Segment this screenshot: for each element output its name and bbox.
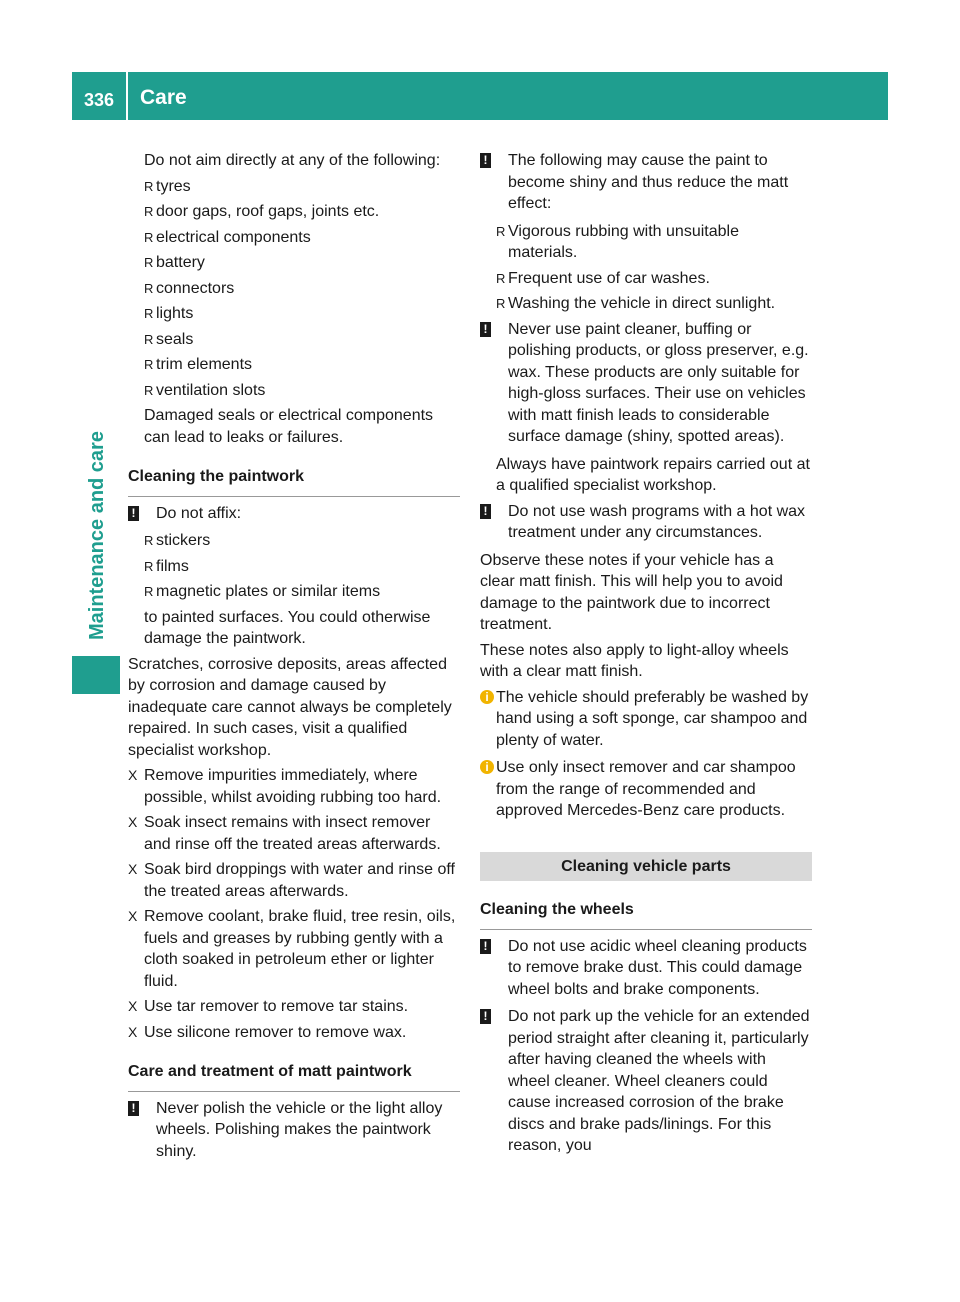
step-item: X Remove coolant, brake fluid, tree resin, oils, fuels and greases by rubbing gently with a cloth soaked in petroleum ether or lighter fluid. [128,908,456,990]
list-item: R magnetic plates or similar items [128,581,460,603]
info-text: The vehicle should preferably be washed by hand using a soft sponge, car shampoo and plenty of water. [496,688,809,749]
step-item: X Soak insect remains with insect remover and rinse off the treated areas afterwards. [128,814,441,853]
notes-apply-text: These notes also apply to light-alloy wheels with a clear matt finish. [480,641,789,680]
warning-icon: ! [480,1009,491,1024]
warning-note [480,150,812,215]
header-divider [126,72,128,120]
warning-icon: ! [480,504,491,519]
right-column [480,150,812,1163]
header-bar [72,72,888,120]
info-icon: i [480,760,494,774]
list-item: R connectors [128,278,460,300]
list-item: R battery [128,252,460,274]
step-arrow-icon: X [128,1023,138,1040]
warning-icon: ! [480,153,491,168]
side-tab-label: Maintenance and care [86,431,108,640]
intro-text: Do not aim directly at any of the following: [144,152,441,169]
info-note [480,687,812,752]
step-arrow-icon: X [128,908,138,924]
info-icon: i [480,690,494,704]
list-item: R ventilation slots [128,380,460,402]
step-arrow-icon: X [128,861,138,877]
side-tab-block [72,656,120,694]
info-text: Use only insect remover and car shampoo from the range of recommended and approved Mercedes-Benz care products. [496,759,796,819]
list-item: R Vigorous rubbing with unsuitable materials. [480,221,812,264]
list-item: R electrical components [128,227,460,249]
warning-tail: to painted surfaces. You could otherwise damage the paintwork. [144,608,431,647]
warning-text: The following may cause the paint to become shiny and thus reduce the matt effect: [508,152,789,212]
list-item: R films [128,556,460,578]
step-arrow-icon: X [128,767,138,783]
list-item: R stickers [128,530,460,552]
page-title: Care [140,86,187,109]
scratches-text: Scratches, corrosive deposits, areas affected by corrosion and damage caused by inadequate care cannot always be completely repaired. In such cases, visit a qualified specialist workshop. [128,655,452,759]
warning-icon: ! [128,506,139,521]
warning-note [128,503,460,525]
warning-text: Do not use wash programs with a hot wax treatment under any circumstances. [508,502,806,541]
list-item: R trim elements [128,354,460,376]
warning-note [480,501,812,544]
step-arrow-icon: X [128,998,138,1014]
list-item: R door gaps, roof gaps, joints etc. [128,201,460,223]
list-item: R Frequent use of car washes. [480,268,812,290]
warning-icon: ! [480,939,491,954]
list-item: R seals [128,329,460,351]
damaged-note: Damaged seals or electrical components can lead to leaks or failures. [144,407,434,446]
warning-note [480,1006,812,1157]
heading-cleaning-paintwork: Cleaning the paintwork [128,466,460,497]
left-column [128,150,460,1168]
warning-note [128,1098,460,1163]
heading-cleaning-vehicle-parts: Cleaning vehicle parts [480,852,812,882]
info-note [480,757,812,822]
step-arrow-icon: X [128,814,138,830]
observe-text: Observe these notes if your vehicle has a clear matt finish. This will help you to avoid damage to the paintwork due to incorrect treatment. [480,551,783,633]
step-item: X Soak bird droppings with water and rinse off the treated areas afterwards. [128,861,455,900]
heading-cleaning-wheels: Cleaning the wheels [480,899,812,930]
warning-text: Do not use acidic wheel cleaning products to remove brake dust. This could damage wheel bolts and brake components. [508,937,807,998]
warning-icon: ! [480,322,491,337]
step-item: X Remove impurities immediately, where possible, whilst avoiding rubbing too hard. [128,767,442,806]
heading-matt-paintwork: Care and treatment of matt paintwork [128,1061,460,1092]
warning-note [480,319,812,448]
list-item: R lights [128,303,460,325]
warning-text: Do not park up the vehicle for an extended period straight after cleaning it, particularly after having cleaned the wheels with wheel cleaner. Wheel cleaners could cause increased corrosion of the brake discs and brake pads/linings. For this reason, you [508,1008,810,1154]
warning-text: Do not affix: [156,504,242,522]
list-item: R Washing the vehicle in direct sunlight. [480,293,812,315]
page-number: 336 [84,90,115,110]
list-item: R tyres [128,176,460,198]
warning-text: Never polish the vehicle or the light alloy wheels. Polishing makes the paintwork shiny. [156,1099,443,1160]
warning-tail: Always have paintwork repairs carried out at a qualified specialist workshop. [496,455,810,494]
step-item: X Use tar remover to remove tar stains. [128,996,460,1018]
warning-text: Never use paint cleaner, buffing or polishing products, or gloss preserver, e.g. wax. These products are only suitable for high-gloss surfaces. Their use on vehicles with matt finish leads to considerable surface damage (shiny, spotted areas). [508,320,809,445]
step-item: X Use silicone remover to remove wax. [128,1022,460,1044]
warning-icon: ! [128,1101,139,1116]
warning-note [480,936,812,1001]
